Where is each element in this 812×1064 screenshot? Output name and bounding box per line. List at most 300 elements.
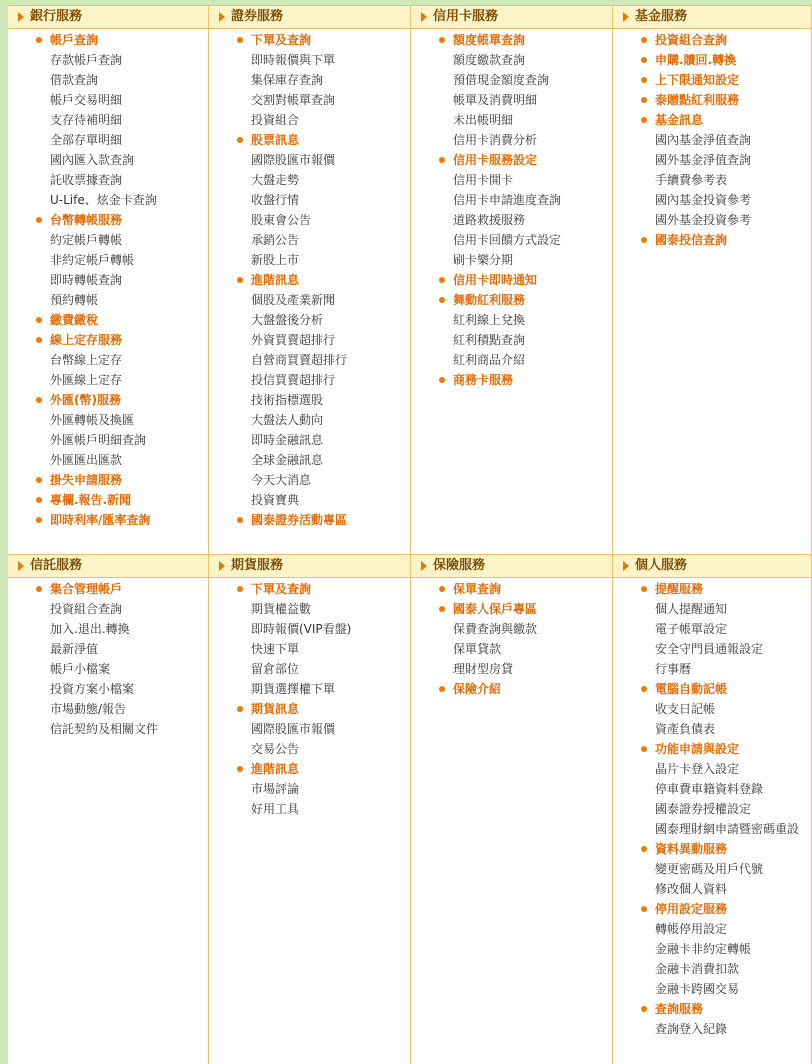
bullet-icon [641,237,647,243]
menu-list [209,30,410,530]
menu-item-link[interactable] [8,370,208,390]
menu-item-label: 外匯帳戶明細查詢 [50,433,147,447]
arrow-right-icon [421,561,427,571]
bullet-icon [641,746,647,752]
menu-item-link[interactable] [411,190,612,210]
menu-item-label: 金融卡跨國交易 [655,982,740,996]
bullet-icon [641,686,647,692]
menu-item-label: 期貨選擇權下單 [251,682,336,696]
menu-item-label: 查詢服務 [655,1002,704,1016]
menu-item-label: 停車費車籍資料登錄 [655,782,764,796]
bullet-icon [641,1006,647,1012]
menu-item-label: 投資組合查詢 [50,602,123,616]
menu-item-label: 晶片卡登入設定 [655,762,740,776]
menu-item-link[interactable] [411,350,612,370]
menu-item-label: 信託契約及相關文件 [50,722,159,736]
menu-category-link[interactable] [411,270,612,290]
bullet-icon [36,586,42,592]
menu-item-link[interactable] [411,90,612,110]
arrow-right-icon [421,12,427,22]
menu-item-label: 全部存單明細 [50,133,123,147]
menu-category-link[interactable] [613,30,811,50]
menu-item-link[interactable] [209,70,410,90]
menu-item-label: U-Life、炫金卡查詢 [50,193,157,207]
bullet-icon [36,37,42,43]
menu-item-label: 國際股匯市報價 [251,153,336,167]
section-4 [613,5,812,554]
menu-item-link[interactable] [209,490,410,510]
menu-item-label: 自營商買賣超排行 [251,353,348,367]
bullet-icon [36,477,42,483]
section-header [209,5,410,29]
menu-item-link[interactable] [613,979,811,999]
menu-item-label: 金融卡非約定轉帳 [655,942,752,956]
menu-item-link[interactable] [411,659,612,679]
menu-item-label: 好用工具 [251,802,300,816]
section-title[interactable]: 保險服務 [433,558,486,573]
menu-item-label: 全球金融訊息 [251,453,324,467]
menu-item-label: 最新淨值 [50,642,99,656]
menu-item-link[interactable] [411,210,612,230]
menu-item-label: 股票訊息 [251,133,300,147]
menu-item-link[interactable] [209,599,410,619]
menu-item-link[interactable] [613,879,811,899]
bullet-icon [36,497,42,503]
bullet-icon [641,77,647,83]
menu-category-link[interactable] [411,579,612,599]
menu-item-link[interactable] [209,719,410,739]
menu-item-label: 國內基金淨值查詢 [655,133,752,147]
menu-item-label: 信用卡即時通知 [453,273,538,287]
menu-item-label: 新股上市 [251,253,300,267]
menu-item-label: 個股及產業新聞 [251,293,336,307]
menu-item-label: 基金訊息 [655,113,704,127]
menu-item-link[interactable] [411,130,612,150]
menu-list [8,30,208,530]
menu-item-label: 大盤走勢 [251,173,300,187]
menu-item-link[interactable] [209,430,410,450]
menu-item-link[interactable] [8,639,208,659]
menu-item-link[interactable] [411,170,612,190]
menu-item-label: 存款帳戶查詢 [50,53,123,67]
menu-list [209,579,410,819]
menu-category-link[interactable] [411,370,612,390]
menu-item-link[interactable] [8,410,208,430]
menu-item-label: 專欄.報告.新聞 [50,493,132,507]
menu-category-link[interactable] [411,599,612,619]
bullet-icon [36,337,42,343]
menu-category-link[interactable] [8,330,208,350]
menu-item-link[interactable] [209,290,410,310]
menu-category-link[interactable] [209,270,410,290]
menu-item-link[interactable] [613,130,811,150]
bullet-icon [237,706,243,712]
menu-item-link[interactable] [613,190,811,210]
menu-item-label: 今天大消息 [251,473,312,487]
menu-item-label: 停用設定服務 [655,902,728,916]
menu-item-link[interactable] [209,230,410,250]
menu-item-link[interactable] [613,779,811,799]
menu-item-label: 外資買賣超排行 [251,333,336,347]
bullet-icon [439,606,445,612]
menu-item-link[interactable] [613,939,811,959]
bullet-icon [36,217,42,223]
menu-item-link[interactable] [209,739,410,759]
menu-item-label: 保單查詢 [453,582,502,596]
menu-item-label: 國外基金淨值查詢 [655,153,752,167]
menu-item-label: 下單及查詢 [251,33,312,47]
menu-item-link[interactable] [209,190,410,210]
menu-list [613,579,811,1039]
menu-item-label: 投資寶典 [251,493,300,507]
menu-list [411,579,612,699]
menu-item-link[interactable] [613,639,811,659]
menu-item-label: 國泰證券活動專區 [251,513,348,527]
menu-item-link[interactable] [209,90,410,110]
menu-item-link[interactable] [411,230,612,250]
menu-item-label: 約定帳戶轉帳 [50,233,123,247]
section-2 [209,5,411,554]
menu-item-label: 國外基金投資參考 [655,213,752,227]
menu-item-label: 保險介紹 [453,682,502,696]
arrow-right-icon [623,561,629,571]
menu-item-link[interactable] [613,799,811,819]
menu-item-link[interactable] [209,799,410,819]
bullet-icon [36,397,42,403]
bullet-icon [641,846,647,852]
menu-category-link[interactable] [8,490,208,510]
menu-item-label: 刷卡樂分期 [453,253,514,267]
menu-item-label: 投資組合查詢 [655,33,728,47]
bullet-icon [439,686,445,692]
menu-item-label: 額度帳單查詢 [453,33,526,47]
menu-item-label: 未出帳明細 [453,113,514,127]
section-header [209,554,410,578]
menu-item-label: 紅利商品介紹 [453,353,526,367]
menu-item-link[interactable] [8,170,208,190]
menu-item-label: 保費查詢與繳款 [453,622,538,636]
menu-item-label: 集保庫存查詢 [251,73,324,87]
menu-item-link[interactable] [209,370,410,390]
menu-item-link[interactable] [8,250,208,270]
menu-item-link[interactable] [8,450,208,470]
menu-item-label: 國泰人保戶專區 [453,602,538,616]
menu-item-label: 帳單及消費明細 [453,93,538,107]
menu-item-link[interactable] [8,659,208,679]
menu-item-link[interactable] [209,390,410,410]
menu-category-link[interactable] [209,699,410,719]
section-title[interactable]: 基金服務 [635,9,688,24]
menu-item-link[interactable] [613,150,811,170]
menu-item-label: 帳戶交易明細 [50,93,123,107]
menu-item-link[interactable] [613,719,811,739]
menu-item-link[interactable] [8,270,208,290]
menu-item-label: 投信買賣超排行 [251,373,336,387]
menu-item-label: 技術指標選股 [251,393,324,407]
menu-item-link[interactable] [613,659,811,679]
menu-item-link[interactable] [8,230,208,250]
menu-item-link[interactable] [209,619,410,639]
menu-item-link[interactable] [8,110,208,130]
menu-item-label: 期貨訊息 [251,702,300,716]
menu-item-label: 即時轉帳查詢 [50,273,123,287]
menu-item-label: 國泰投信查詢 [655,233,728,247]
menu-item-link[interactable] [209,639,410,659]
menu-item-link[interactable] [209,170,410,190]
menu-category-link[interactable] [8,310,208,330]
menu-item-label: 股東會公告 [251,213,312,227]
menu-item-link[interactable] [209,330,410,350]
menu-item-label: 道路救援服務 [453,213,526,227]
menu-item-label: 行事曆 [655,662,692,676]
menu-item-label: 線上定存服務 [50,333,123,347]
menu-category-link[interactable] [411,679,612,699]
bullet-icon [237,517,243,523]
menu-category-link[interactable] [613,230,811,250]
menu-item-label: 國內基金投資參考 [655,193,752,207]
menu-item-link[interactable] [613,599,811,619]
menu-item-label: 保單貸款 [453,642,502,656]
section-title[interactable]: 信託服務 [30,558,83,573]
menu-category-link[interactable] [209,510,410,530]
section-header [411,5,612,29]
section-title[interactable]: 銀行服務 [30,9,83,24]
arrow-right-icon [18,561,24,571]
menu-item-link[interactable] [411,70,612,90]
section-title[interactable]: 個人服務 [635,558,688,573]
menu-item-label: 帳戶小檔案 [50,662,111,676]
menu-item-link[interactable] [209,250,410,270]
menu-category-link[interactable] [613,899,811,919]
menu-item-label: 大盤盤後分析 [251,313,324,327]
menu-item-link[interactable] [8,430,208,450]
menu-item-link[interactable] [613,959,811,979]
menu-item-link[interactable] [613,859,811,879]
menu-item-label: 查詢登入紀錄 [655,1022,728,1036]
menu-item-link[interactable] [209,110,410,130]
section-title[interactable]: 證券服務 [231,9,284,24]
menu-list [613,30,811,250]
menu-item-label: 承銷公告 [251,233,300,247]
menu-item-link[interactable] [613,919,811,939]
menu-item-link[interactable] [209,450,410,470]
menu-item-link[interactable] [8,130,208,150]
menu-item-link[interactable] [209,310,410,330]
menu-category-link[interactable] [8,579,208,599]
menu-item-link[interactable] [209,50,410,70]
arrow-right-icon [18,12,24,22]
menu-item-label: 資料異動服務 [655,842,728,856]
menu-item-link[interactable] [8,350,208,370]
menu-item-label: 額度繳款查詢 [453,53,526,67]
menu-item-label: 外匯匯出匯款 [50,453,123,467]
bullet-icon [439,377,445,383]
menu-item-link[interactable] [8,619,208,639]
menu-category-link[interactable] [613,70,811,90]
menu-item-link[interactable] [209,410,410,430]
section-3 [411,5,613,554]
menu-item-label: 預約轉帳 [50,293,99,307]
menu-item-label: 國內匯入款查詢 [50,153,135,167]
menu-item-label: 期貨權益數 [251,602,312,616]
menu-category-link[interactable] [613,999,811,1019]
menu-item-label: 收支日記帳 [655,702,716,716]
menu-item-label: 信用卡開卡 [453,173,514,187]
menu-item-label: 國際股匯市報價 [251,722,336,736]
menu-category-link[interactable] [613,90,811,110]
menu-category-link[interactable] [8,30,208,50]
menu-item-label: 外匯線上定存 [50,373,123,387]
menu-item-label: 申購.贖回.轉換 [655,53,737,67]
bullet-icon [641,37,647,43]
menu-item-label: 即時報價與下單 [251,53,336,67]
arrow-right-icon [219,561,225,571]
menu-item-label: 借款查詢 [50,73,99,87]
bullet-icon [439,157,445,163]
menu-item-link[interactable] [411,250,612,270]
section-7 [411,554,613,1064]
menu-item-link[interactable] [613,759,811,779]
bullet-icon [237,586,243,592]
menu-item-link[interactable] [613,619,811,639]
menu-item-link[interactable] [209,659,410,679]
menu-item-label: 繳費繳稅 [50,313,99,327]
menu-item-label: 進階訊息 [251,273,300,287]
menu-category-link[interactable] [209,579,410,599]
menu-category-link[interactable] [209,759,410,779]
menu-item-label: 集合管理帳戶 [50,582,123,596]
menu-item-label: 投資方案小檔案 [50,682,135,696]
menu-item-label: 提醒服務 [655,582,704,596]
menu-item-label: 交割對帳單查詢 [251,93,336,107]
menu-item-label: 託收票據查詢 [50,173,123,187]
menu-item-label: 功能申請與設定 [655,742,740,756]
menu-item-label: 泰贈點紅利服務 [655,93,740,107]
menu-category-link[interactable] [411,150,612,170]
menu-item-link[interactable] [8,699,208,719]
menu-item-link[interactable] [613,210,811,230]
menu-item-link[interactable] [209,470,410,490]
menu-item-label: 信用卡服務設定 [453,153,538,167]
bullet-icon [641,586,647,592]
section-6 [209,554,411,1064]
menu-item-link[interactable] [209,679,410,699]
menu-category-link[interactable] [613,839,811,859]
section-title[interactable]: 信用卡服務 [433,9,499,24]
menu-item-link[interactable] [411,110,612,130]
menu-item-link[interactable] [411,310,612,330]
menu-item-link[interactable] [8,719,208,739]
menu-item-label: 紅利線上兌換 [453,313,526,327]
menu-item-link[interactable] [8,90,208,110]
menu-category-link[interactable] [613,50,811,70]
menu-item-label: 快速下單 [251,642,300,656]
menu-item-link[interactable] [411,639,612,659]
bullet-icon [641,906,647,912]
menu-item-link[interactable] [411,330,612,350]
section-title[interactable]: 期貨服務 [231,558,284,573]
menu-item-link[interactable] [8,190,208,210]
menu-item-link[interactable] [613,1019,811,1039]
menu-item-link[interactable] [8,150,208,170]
menu-category-link[interactable] [613,679,811,699]
menu-item-label: 理財型房貸 [453,662,514,676]
service-menu-grid [8,5,812,1064]
menu-item-link[interactable] [209,210,410,230]
menu-item-link[interactable] [411,619,612,639]
menu-item-label: 即時利率/匯率查詢 [50,513,151,527]
bullet-icon [36,317,42,323]
menu-item-label: 電腦自動記帳 [655,682,728,696]
menu-item-label: 商務卡服務 [453,373,514,387]
menu-item-link[interactable] [209,350,410,370]
menu-item-label: 信用卡回饋方式設定 [453,233,562,247]
menu-item-link[interactable] [209,150,410,170]
menu-item-label: 非約定帳戶轉帳 [50,253,135,267]
menu-category-link[interactable] [411,290,612,310]
menu-list [8,579,208,739]
bullet-icon [641,57,647,63]
menu-item-label: 國泰證券授權設定 [655,802,752,816]
menu-item-label: 轉帳停用設定 [655,922,728,936]
bullet-icon [36,517,42,523]
menu-item-link[interactable] [8,70,208,90]
menu-item-label: 國泰理財網申請暨密碼重設 [655,822,800,836]
section-header [613,554,811,578]
menu-item-label: 收盤行情 [251,193,300,207]
menu-item-label: 上下限通知設定 [655,73,740,87]
menu-item-link[interactable] [613,699,811,719]
bullet-icon [439,37,445,43]
arrow-right-icon [623,12,629,22]
section-header [8,554,208,578]
menu-item-label: 掛失申請服務 [50,473,123,487]
menu-item-link[interactable] [613,170,811,190]
arrow-right-icon [219,12,225,22]
menu-category-link[interactable] [8,470,208,490]
menu-item-label: 投資組合 [251,113,300,127]
menu-category-link[interactable] [8,510,208,530]
menu-item-link[interactable] [613,819,811,839]
menu-item-label: 手續費參考表 [655,173,728,187]
menu-category-link[interactable] [613,110,811,130]
menu-item-label: 大盤法人動向 [251,413,324,427]
menu-item-link[interactable] [8,290,208,310]
menu-item-link[interactable] [209,779,410,799]
menu-item-label: 加入.退出.轉換 [50,622,130,636]
menu-item-link[interactable] [411,50,612,70]
menu-item-link[interactable] [8,50,208,70]
menu-item-label: 舞動紅利服務 [453,293,526,307]
menu-item-link[interactable] [8,599,208,619]
menu-category-link[interactable] [613,579,811,599]
menu-item-label: 信用卡消費分析 [453,133,538,147]
menu-category-link[interactable] [8,210,208,230]
menu-category-link[interactable] [613,739,811,759]
menu-category-link[interactable] [411,30,612,50]
bullet-icon [439,586,445,592]
menu-item-link[interactable] [8,679,208,699]
menu-item-label: 資產負債表 [655,722,716,736]
menu-category-link[interactable] [209,30,410,50]
menu-category-link[interactable] [8,390,208,410]
menu-item-label: 紅利積點查詢 [453,333,526,347]
menu-item-label: 外匯(幣)服務 [50,393,121,407]
section-header [411,554,612,578]
menu-item-label: 市場評論 [251,782,300,796]
menu-item-label: 進階訊息 [251,762,300,776]
menu-category-link[interactable] [209,130,410,150]
